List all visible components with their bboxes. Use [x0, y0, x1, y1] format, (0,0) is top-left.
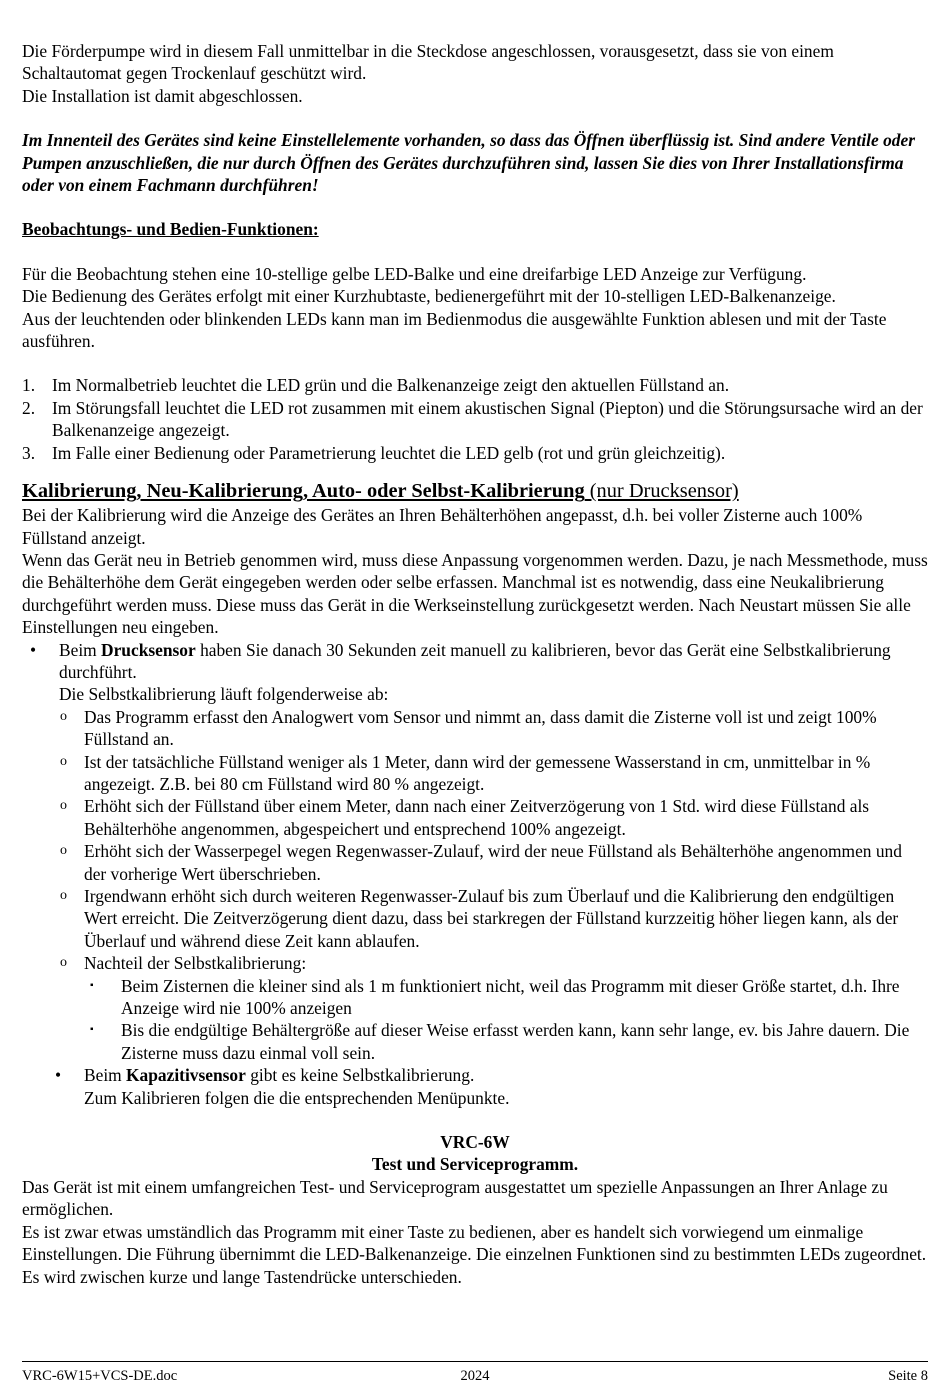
bullet-prefix: Beim [84, 1065, 127, 1086]
numbered-item [22, 374, 928, 396]
item-text: Im Störungsfall leuchtet die LED rot zusammen mit einem akustischen Signal (Piepton) und die Störungsursache wird an der Balkenanzeige angezeigt. [52, 397, 923, 441]
bullet-text: gibt es keine Selbstkalibrierung. [245, 1065, 475, 1086]
sub-item-text: Nachteil der Selbstkalibrierung: [84, 953, 307, 974]
bullet-icon: • [30, 639, 37, 660]
observation-paragraph-3: Aus der leuchtenden oder blinkenden LEDs kann man im Bedienmodus die ausgewählte Funktion ablesen und mit der Taste ausführen. [22, 308, 887, 352]
observation-heading: Beobachtungs- und Bedien-Funktionen: [22, 219, 319, 240]
sub-list-item [22, 795, 928, 840]
circle-bullet-icon: o [60, 753, 67, 769]
observation-paragraph-2: Die Bedienung des Gerätes erfolgt mit einer Kurzhubtaste, bedienergeführt mit der 10-stelligen LED-Balkenanzeige. [22, 286, 836, 307]
calibration-heading [22, 478, 928, 504]
self-calibration-intro: Die Selbstkalibrierung läuft folgenderweise ab: [59, 684, 389, 705]
item-number: 3. [22, 442, 36, 463]
square-bullet-icon: ▪ [90, 979, 94, 991]
disadvantage-text: Beim Zisternen die kleiner sind als 1 m funktioniert nicht, weil das Programm mit dieser Größe startet, d.h. Ihre Anzeige wird nie 100% anzeigen [121, 975, 900, 1019]
circle-bullet-icon: o [60, 955, 67, 971]
installation-complete-text: Die Installation ist damit abgeschlossen. [22, 85, 303, 106]
list-item [22, 1064, 928, 1086]
bullet-prefix: Beim [59, 639, 102, 660]
sub-item-text: Das Programm erfasst den Analogwert vom Sensor und nimmt an, dass damit die Zisterne voll ist und zeigt 100% Füllstand an. [84, 706, 877, 750]
sub-item-text: Ist der tatsächliche Füllstand weniger als 1 Meter, dann wird der gemessene Wasserstand in cm, unmittelbar in % angezeigt. Z.B. bei 80 cm Füllstand wird 80 % angezeigt. [84, 751, 871, 794]
sub-list-item [22, 751, 928, 796]
warning-notice: Im Innenteil des Gerätes sind keine Einstellelemente vorhanden, so dass das Öffnen überflüssig ist. Sind andere Ventile oder Pumpen anzuschließen, die nur durch Öffnen des Gerätes durchzuführen sind, lassen Sie dies von Ihrer Installationsfirma oder von einem Fachmann durchführen! [22, 130, 915, 196]
circle-bullet-icon: o [60, 708, 67, 724]
list-item [22, 639, 928, 684]
square-bullet-icon: ▪ [90, 1024, 94, 1036]
sub-item-text: Erhöht sich der Füllstand über einem Meter, dann nach einer Zeitverzögerung von 1 Std. wird diese Füllstand als Behälterhöhe angenommen, abgespeichert und entsprechend 100% angezeigt. [84, 796, 870, 839]
sub-list-item [22, 706, 928, 751]
calibration-heading-title: Kalibrierung, Neu-Kalibrierung, Auto- oder Selbst-Kalibrierung [22, 480, 585, 503]
calibration-heading-note: (nur Drucksensor) [584, 480, 739, 503]
pressure-sensor-label: Drucksensor [101, 639, 196, 660]
service-title: VRC-6W [440, 1132, 510, 1153]
intro-paragraph: Die Förderpumpe wird in diesem Fall unmittelbar in die Steckdose angeschlossen, vorausgesetzt, dass sie von einem Schaltautomat gegen Trockenlauf geschützt wird. [22, 41, 834, 84]
circle-bullet-icon: o [60, 888, 67, 903]
service-paragraph-1: Das Gerät ist mit einem umfangreichen Test- und Serviceprogram ausgestattet um spezielle Anpassungen an Ihrer Anlage zu ermöglichen. [22, 1176, 888, 1220]
sub-item-text: Irgendwann erhöht sich durch weiteren Regenwasser-Zulauf bis zum Überlauf und die Kalibrierung den endgültigen Wert erreicht. Die Zeitverzögerung dient dazu, dass bei starkregen der Füllstand kurzzeitig höher liegen kann, als der Überlauf und während diese Zeit kann ablaufen. [84, 886, 899, 951]
circle-bullet-icon: o [60, 843, 67, 859]
observation-paragraph-1: Für die Beobachtung stehen eine 10-stellige gelbe LED-Balke und eine dreifarbige LED Anzeige zur Verfügung. [22, 263, 807, 284]
service-paragraph-3: Es wird zwischen kurze und lange Tastendrücke unterschieden. [22, 1266, 462, 1287]
footer-page-number: Seite 8 [888, 1368, 928, 1384]
item-number: 1. [22, 375, 36, 396]
bullet-text: haben Sie danach 30 Sekunden zeit manuell zu kalibrieren, bevor das Gerät eine Selbstkalibrierung durchführt. [59, 639, 891, 682]
calibration-paragraph-2: Wenn das Gerät neu in Betrieb genommen wird, muss diese Anpassung vorgenommen werden. Dazu, je nach Messmethode, muss die Behälterhöhe dem Gerät eingegeben werden oder selbe erfassen. Manchmal ist es notwendig, dass eine Neukalibrierung durchgeführt werden muss. Diese muss das Gerät in die Werkseinstellung zurückgesetzt werden. Nach Neustart müssen Sie alle Einstellungen neu eingeben. [22, 549, 928, 638]
calibration-paragraph-1: Bei der Kalibrierung wird die Anzeige des Gerätes an Ihren Behälterhöhen angepasst, d.h. bei voller Zisterne auch 100% Füllstand anzeigt. [22, 505, 863, 548]
sub-list-item [22, 885, 928, 952]
sub-list-item [22, 952, 928, 974]
disadvantage-text: Bis die endgültige Behältergröße auf dieser Weise erfasst werden kann, kann sehr lange, ev. bis Jahre dauern. Die Zisterne muss dazu einmal voll sein. [121, 1020, 910, 1063]
capacitive-calibration-note: Zum Kalibrieren folgen die die entsprechenden Menüpunkte. [84, 1087, 510, 1108]
item-number: 2. [22, 397, 36, 418]
disadvantage-item [22, 1019, 928, 1064]
bullet-icon: • [55, 1065, 62, 1086]
numbered-item [22, 442, 928, 464]
sub-list-item [22, 840, 928, 885]
footer-filename: VRC-6W15+VCS-DE.doc [22, 1368, 178, 1384]
document-page [22, 40, 928, 1288]
page-footer [22, 1361, 928, 1384]
numbered-item [22, 397, 928, 442]
circle-bullet-icon: o [60, 798, 67, 814]
footer-year: 2024 [460, 1368, 490, 1384]
capacitive-sensor-label: Kapazitivsensor [126, 1065, 246, 1086]
item-text: Im Falle einer Bedienung oder Parametrierung leuchtet die LED gelb (rot und grün gleichzeitig). [52, 442, 726, 463]
item-text: Im Normalbetrieb leuchtet die LED grün und die Balkenanzeige zeigt den aktuellen Füllstand an. [52, 375, 730, 396]
sub-item-text: Erhöht sich der Wasserpegel wegen Regenwasser-Zulauf, wird der neue Füllstand als Behälterhöhe angenommen und der vorherige Wert überschrieben. [84, 841, 902, 884]
service-subtitle: Test und Serviceprogramm. [371, 1154, 579, 1175]
disadvantage-item [22, 975, 928, 1020]
service-paragraph-2: Es ist zwar etwas umständlich das Programm mit einer Taste zu bedienen, aber es handelt sich vorwiegend um einmalige Einstellungen. Die Führung übernimmt die LED-Balkenanzeige. Die einzelnen Funktionen sind zu bestimmten LEDs zugeordnet. [22, 1221, 927, 1265]
